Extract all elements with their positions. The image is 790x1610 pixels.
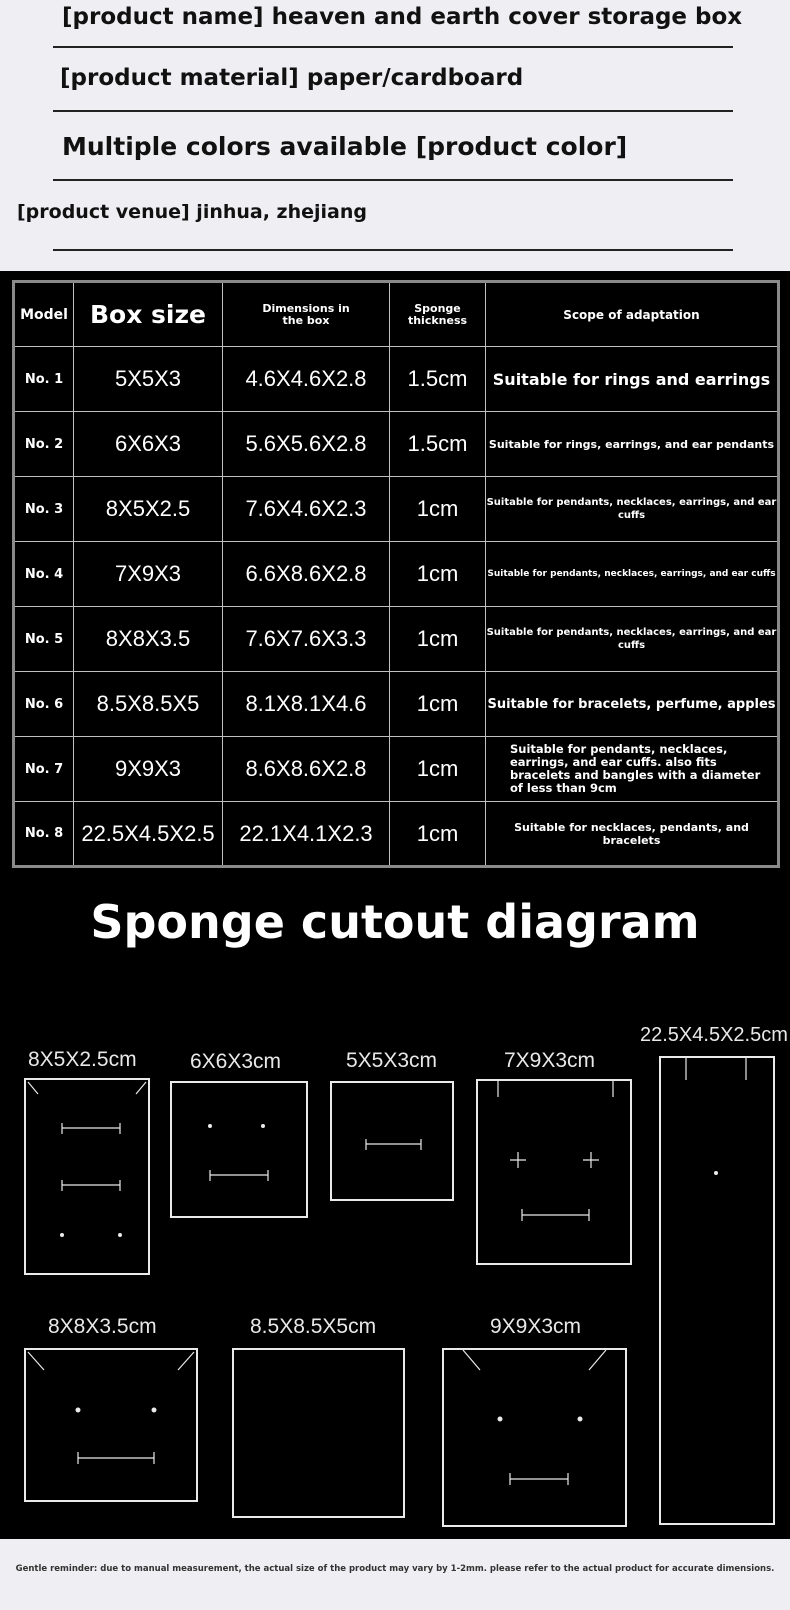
divider [53, 179, 733, 181]
table-row [14, 737, 779, 802]
cell-model: No. 7 [14, 737, 74, 802]
cell-sponge: 1.5cm [390, 412, 486, 477]
divider [53, 46, 733, 48]
cutout-label-22-5x4-5x2-5: 22.5X4.5X2.5cm [640, 1024, 788, 1046]
product-material-line: [product material] paper/cardboard [60, 65, 524, 91]
cutout-8-5x8-5x5 [233, 1349, 404, 1517]
cell-sponge: 1cm [390, 542, 486, 607]
cell-box-size: 6X6X3 [74, 412, 223, 477]
cell-model: No. 5 [14, 607, 74, 672]
cutout-label-7x9x3: 7X9X3cm [504, 1049, 596, 1072]
cell-box-size: 8X8X3.5 [74, 607, 223, 672]
cell-box-size: 9X9X3 [74, 737, 223, 802]
cell-model: No. 3 [14, 477, 74, 542]
divider [53, 110, 733, 112]
header-sponge-thickness: Sponge thickness [390, 282, 486, 347]
cell-inner-size: 6.6X8.6X2.8 [223, 542, 390, 607]
table-row [14, 542, 779, 607]
cell-inner-size: 7.6X7.6X3.3 [223, 607, 390, 672]
cell-model: No. 1 [14, 347, 74, 412]
cell-model: No. 8 [14, 802, 74, 867]
cell-scope: Suitable for bracelets, perfume, apples [486, 672, 779, 737]
cutout-label-9x9x3: 9X9X3cm [490, 1315, 582, 1338]
cell-box-size: 8.5X8.5X5 [74, 672, 223, 737]
product-name-line: [product name] heaven and earth cover storage box [62, 4, 743, 30]
cutout-7x9x3 [477, 1080, 631, 1264]
cell-inner-size: 7.6X4.6X2.3 [223, 477, 390, 542]
diagram-title: Sponge cutout diagram [90, 895, 700, 949]
cell-model: No. 2 [14, 412, 74, 477]
table-row [14, 607, 779, 672]
cutout-label-8x5x2-5: 8X5X2.5cm [28, 1048, 137, 1071]
footer-reminder: Gentle reminder: due to manual measurement, the actual size of the product may vary by 1-2mm. please refer to the actual product for accurate dimensions. [15, 1564, 775, 1574]
header-dimensions: Dimensions in the box [223, 282, 390, 347]
cell-sponge: 1cm [390, 672, 486, 737]
cell-inner-size: 4.6X4.6X2.8 [223, 347, 390, 412]
cutout-label-6x6x3: 6X6X3cm [190, 1050, 282, 1073]
cutout-22-5x4-5x2-5 [660, 1057, 774, 1524]
table-row [14, 347, 779, 412]
table-row [14, 412, 779, 477]
cell-sponge: 1cm [390, 737, 486, 802]
header-box-size: Box size [74, 282, 223, 347]
cell-model: No. 4 [14, 542, 74, 607]
cell-scope: Suitable for rings and earrings [486, 347, 779, 412]
cell-scope: Suitable for pendants, necklaces, earrings, and ear cuffs. also fits bracelets and bangles with a diameter of less than 9cm [486, 737, 779, 802]
cell-inner-size: 8.6X8.6X2.8 [223, 737, 390, 802]
cutout-8x5x2-5 [25, 1079, 149, 1274]
cell-sponge: 1cm [390, 607, 486, 672]
cutout-label-5x5x3: 5X5X3cm [346, 1049, 438, 1072]
product-info-section [0, 0, 790, 271]
cutout-8x8x3-5 [25, 1349, 197, 1501]
cutout-6x6x3 [171, 1082, 307, 1217]
cutout-label-8-5x8-5x5: 8.5X8.5X5cm [250, 1315, 377, 1338]
cell-scope: Suitable for necklaces, pendants, and bracelets [486, 802, 779, 867]
table-row [14, 802, 779, 867]
cell-sponge: 1.5cm [390, 347, 486, 412]
header-model: Model [14, 282, 74, 347]
cell-scope: Suitable for rings, earrings, and ear pendants [486, 412, 779, 477]
divider [53, 249, 733, 251]
cell-inner-size: 5.6X5.6X2.8 [223, 412, 390, 477]
table-row [14, 672, 779, 737]
cell-box-size: 5X5X3 [74, 347, 223, 412]
cell-box-size: 7X9X3 [74, 542, 223, 607]
cutout-label-8x8x3-5: 8X8X3.5cm [48, 1315, 157, 1338]
cell-model: No. 6 [14, 672, 74, 737]
cell-inner-size: 8.1X8.1X4.6 [223, 672, 390, 737]
cell-inner-size: 22.1X4.1X2.3 [223, 802, 390, 867]
cell-sponge: 1cm [390, 802, 486, 867]
cell-sponge: 1cm [390, 477, 486, 542]
cell-box-size: 8X5X2.5 [74, 477, 223, 542]
cell-scope: Suitable for pendants, necklaces, earrings, and ear cuffs [486, 607, 779, 672]
cutout-5x5x3 [331, 1082, 453, 1200]
product-venue-line: [product venue] jinhua, zhejiang [17, 201, 368, 223]
cell-box-size: 22.5X4.5X2.5 [74, 802, 223, 867]
sponge-cutout-diagram [0, 1000, 790, 1540]
header-scope: Scope of adaptation [486, 282, 779, 347]
product-color-line: Multiple colors available [product color] [62, 132, 628, 161]
cell-scope: Suitable for pendants, necklaces, earrings, and ear cuffs [486, 477, 779, 542]
table-row [14, 477, 779, 542]
table-header-row [14, 282, 779, 347]
cell-scope: Suitable for pendants, necklaces, earrings, and ear cuffs [486, 542, 779, 607]
cutout-9x9x3 [443, 1349, 626, 1526]
spec-table [12, 280, 780, 868]
